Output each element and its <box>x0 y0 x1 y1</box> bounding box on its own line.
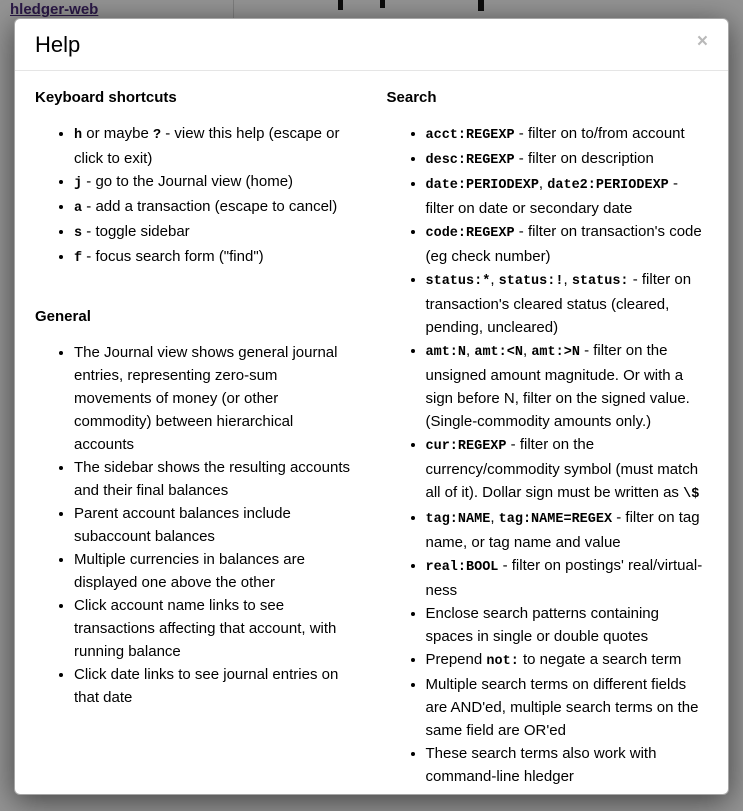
item-text: - filter on transaction's cleared status (cleared, pending, uncleared) <box>425 271 692 336</box>
item-text: - go to the Journal view (home) <box>82 173 294 190</box>
item-code-text: real:BOOL <box>425 560 499 575</box>
item-code-text: date:PERIODEXP <box>425 178 539 193</box>
list-item <box>74 220 356 245</box>
item-text: The Journal view shows general journal entries, representing zero-sum movements of money (or other commodity) between hierarchical accounts <box>74 344 338 453</box>
item-code-text: amt:<N <box>474 345 523 360</box>
item-code-text: amt:N <box>425 345 467 360</box>
item-code-text: a <box>74 201 83 216</box>
list-item <box>426 648 709 673</box>
section-heading: General <box>35 308 91 325</box>
general-list <box>35 341 356 709</box>
item-code-text: f <box>74 251 83 266</box>
item-text: - filter on the currency/commodity symbol (must match all of it). Dollar sign must be written as <box>425 436 699 501</box>
item-code-text: status: <box>571 274 629 289</box>
item-text: Multiple currencies in balances are displayed one above the other <box>74 551 305 591</box>
list-item <box>74 502 356 548</box>
search-list <box>387 122 709 788</box>
section-search <box>387 89 709 788</box>
modal-title: Help <box>35 32 81 57</box>
item-code-text: ? <box>152 128 162 143</box>
list-item <box>426 122 709 147</box>
list-item <box>426 742 709 788</box>
list-item <box>74 594 356 663</box>
close-icon[interactable]: × <box>693 28 712 55</box>
list-item <box>74 456 356 502</box>
keyboard-shortcuts-list <box>35 122 356 270</box>
item-text: - filter on postings' real/virtual-ness <box>425 557 703 599</box>
list-item <box>426 147 709 172</box>
right-column <box>372 89 709 788</box>
item-text: - focus search form ("find") <box>82 248 264 265</box>
list-item <box>426 602 709 648</box>
item-text: Click date links to see journal entries on that date <box>74 666 339 706</box>
list-item <box>426 554 709 602</box>
modal-body <box>15 71 728 795</box>
item-code-text: tag:NAME <box>425 512 491 527</box>
item-text: Prepend <box>425 651 487 668</box>
list-item <box>74 170 356 195</box>
item-text: Enclose search patterns containing spaces in single or double quotes <box>425 605 659 645</box>
item-text: to negate a search term <box>518 651 682 668</box>
item-code-text: acct:REGEXP <box>425 128 515 143</box>
brand-link: hledger-web <box>10 1 99 18</box>
item-code-text: date2:PERIODEXP <box>547 178 669 193</box>
list-item <box>426 339 709 433</box>
item-code-text: cur:REGEXP <box>425 439 507 454</box>
item-text: Multiple search terms on different fields are AND'ed, multiple search terms on the same field are OR'ed <box>425 676 699 739</box>
item-text: - add a transaction (escape to cancel) <box>82 198 338 215</box>
help-modal <box>14 18 729 795</box>
item-code-text: amt:>N <box>531 345 580 360</box>
item-text: - filter on the unsigned amount magnitude. Or with a sign before N, filter on the signed value. (Single-commodity amounts only.) <box>425 342 690 430</box>
item-code-text: j <box>74 176 83 191</box>
item-text: - filter on transaction's code (eg check number) <box>425 223 702 265</box>
item-text: - toggle sidebar <box>82 223 190 240</box>
list-item <box>426 673 709 742</box>
list-item <box>426 506 709 554</box>
list-item <box>426 220 709 268</box>
item-code-text: desc:REGEXP <box>425 153 515 168</box>
list-item <box>74 548 356 594</box>
item-text: , <box>563 271 572 288</box>
item-text: , <box>538 175 548 192</box>
section-heading: Search <box>386 89 437 106</box>
list-item <box>426 433 709 506</box>
item-text: - filter on to/from account <box>514 125 685 142</box>
modal-header <box>15 19 728 71</box>
section-keyboard-shortcuts <box>35 89 356 270</box>
item-text: - view this help (escape or click to exit) <box>74 125 340 167</box>
item-text: Click account name links to see transactions affecting that account, with running balance <box>74 597 337 660</box>
list-item <box>74 122 356 170</box>
item-text: or maybe <box>82 125 153 142</box>
item-code-text: \$ <box>683 487 700 502</box>
item-text: , <box>466 342 475 359</box>
list-item <box>74 663 356 709</box>
item-text: - filter on description <box>514 150 654 167</box>
item-text: , <box>490 509 499 526</box>
list-item <box>426 172 709 220</box>
item-code-text: h <box>74 128 83 143</box>
item-text: The sidebar shows the resulting accounts and their final balances <box>74 459 350 499</box>
item-text: These search terms also work with command-line hledger <box>425 745 657 785</box>
item-code-text: not: <box>486 654 519 669</box>
item-text: , <box>490 271 499 288</box>
item-text: , <box>522 342 532 359</box>
left-column <box>35 89 372 788</box>
list-item <box>426 268 709 339</box>
item-code-text: code:REGEXP <box>425 226 515 241</box>
item-code-text: status:* <box>425 274 491 289</box>
list-item <box>74 195 356 220</box>
item-text: Parent account balances include subaccount balances <box>74 505 291 545</box>
item-code-text: tag:NAME=REGEX <box>498 512 613 527</box>
section-general <box>35 308 356 709</box>
item-text: - filter on date or secondary date <box>425 175 678 217</box>
list-item <box>74 341 356 456</box>
item-code-text: status:! <box>498 274 564 289</box>
list-item <box>74 245 356 270</box>
item-text: - filter on tag name, or tag name and value <box>425 509 700 551</box>
item-code-text: s <box>74 226 83 241</box>
section-heading: Keyboard shortcuts <box>35 89 177 106</box>
